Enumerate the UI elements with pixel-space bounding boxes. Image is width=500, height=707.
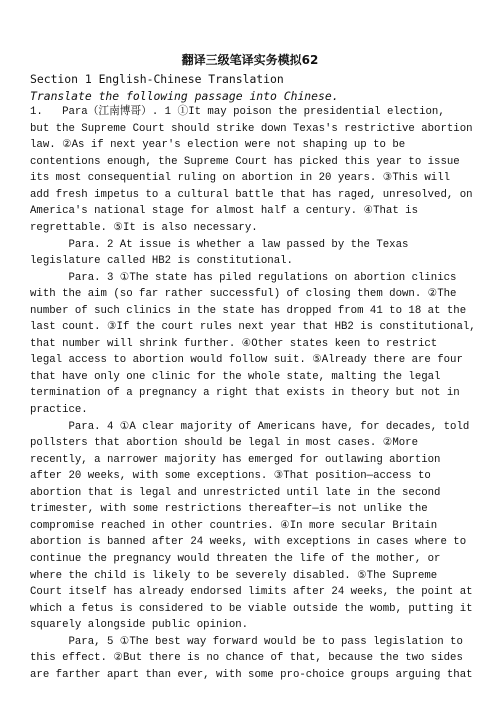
passage-line: Para. 2 At issue is whether a law passed by the Texas <box>30 238 409 251</box>
passage-line: that have only one clinic for the whole state, malting the legal <box>30 370 441 383</box>
passage-line: but the Supreme Court should strike down Texas's restrictive abortion <box>30 122 473 135</box>
passage-line: abortion that is legal and unrestricted until late in the second <box>30 486 441 499</box>
passage-line: after 20 weeks, with some exceptions. ③That position—access to <box>30 470 431 483</box>
instruction-text: Translate the following passage into Chinese. <box>30 88 339 103</box>
passage-line: legislature called HB2 is constitutional. <box>30 255 293 268</box>
passage-line: its most consequential ruling on abortion in 20 years. ③This will <box>30 172 451 185</box>
passage-line: continue the pregnancy would threaten the life of the mother, or <box>30 552 441 565</box>
passage-line: add fresh impetus to a cultural battle that has raged, unresolved, on <box>30 188 473 201</box>
passage-line: recently, a narrower majority has emerged for outlawing abortion <box>30 453 441 466</box>
passage-line: are farther apart than ever, with some pro-choice groups arguing that <box>30 668 473 681</box>
passage-line: Para, 5 ①The best way forward would be to pass legislation to <box>30 635 463 648</box>
passage-line: America's national stage for almost half a century. ④That is <box>30 205 418 218</box>
passage-line: termination of a pregnancy a right that exists in theory but not in <box>30 387 460 400</box>
passage-line: practice. <box>30 404 88 417</box>
passage-line: compromise reached in other countries. ④In more secular Britain <box>30 519 438 532</box>
passage-line: trimester, with some restrictions thereafter—is not unlike the <box>30 503 428 516</box>
passage-line: legal access to abortion would follow suit. ⑤Already there are four <box>30 354 463 367</box>
passage-line: contentions enough, the Supreme Court has picked this year to issue <box>30 155 460 168</box>
passage-line: Para. 3 ①The state has piled regulations on abortion clinics <box>30 271 457 284</box>
section-heading: Section 1 English-Chinese Translation <box>30 72 284 86</box>
passage-line: last count. ③If the court rules next year that HB2 is constitutional, <box>30 321 476 334</box>
passage-line: law. ②As if next year's election were not shaping up to be <box>30 139 406 152</box>
passage-line: which a fetus is considered to be viable outside the womb, putting it <box>30 602 473 615</box>
passage-line: number of such clinics in the state has dropped from 41 to 18 at the <box>30 304 467 317</box>
passage-line: 1. Para（江南博哥）. 1 ①It may poison the presidential election, <box>30 106 445 119</box>
passage-line: squarely alongside public opinion. <box>30 619 249 632</box>
passage-line: that number will shrink further. ④Other states keen to restrict <box>30 337 438 350</box>
passage-line: where the child is likely to be severely disabled. ⑤The Supreme <box>30 569 438 582</box>
passage-body <box>30 104 476 683</box>
passage-line: this effect. ②But there is no chance of that, because the two sides <box>30 652 463 665</box>
document-title: 翻译三级笔译实务模拟62 <box>181 53 319 67</box>
passage-line: regrettable. ⑤It is also necessary. <box>30 222 258 235</box>
passage-line: with the aim (so far rather successful) of closing them down. ②The <box>30 288 457 301</box>
passage-line: pollsters that abortion should be legal in most cases. ②More <box>30 437 418 450</box>
passage-line: Court itself has already endorsed limits after 24 weeks, the point at <box>30 586 473 599</box>
passage-line: abortion is banned after 24 weeks, with exceptions in cases where to <box>30 536 467 549</box>
passage-line: Para. 4 ①A clear majority of Americans have, for decades, told <box>30 420 470 433</box>
